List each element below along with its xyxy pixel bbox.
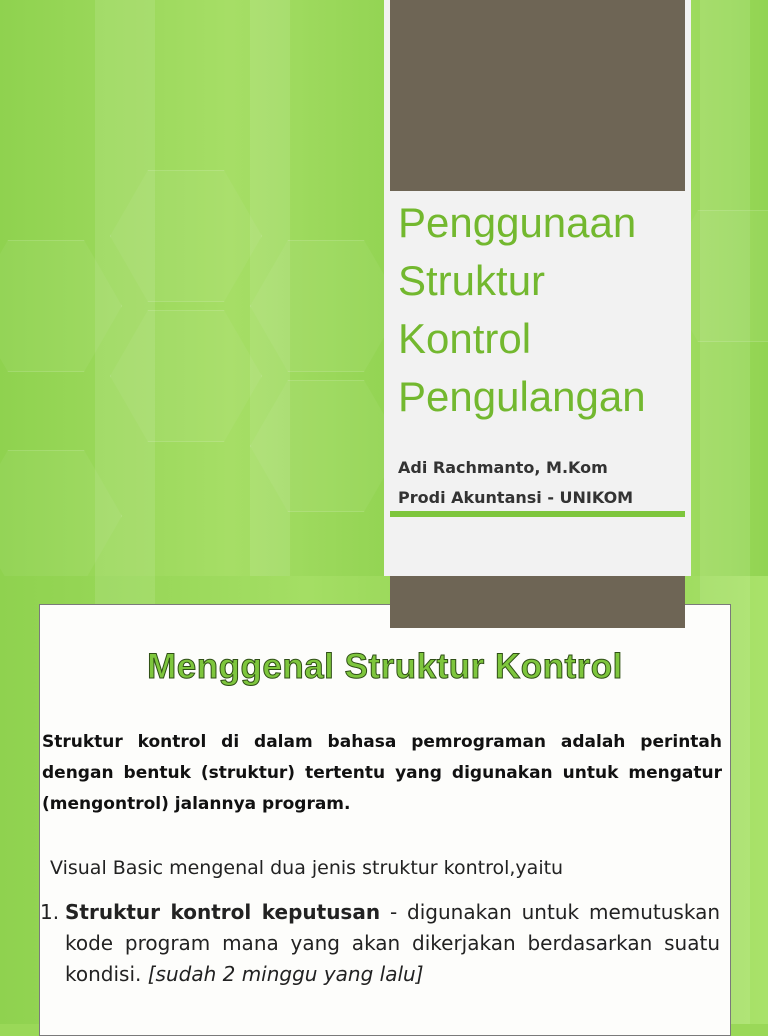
accent-bar [390,511,685,517]
author-name: Adi Rachmanto, M.Kom [398,458,608,477]
accent-block-top [390,0,685,191]
content-box [39,604,731,1036]
definition-text: Struktur kontrol di dalam bahasa pemrograman adalah perintah dengan bentuk (struktur) tertentu yang digunakan untuk mengatur (mengontrol) jalannya program. [42,732,722,814]
slide-title: Penggunaan Struktur Kontrol Pengulangan [398,199,646,420]
list-item-description: - digunakan untuk memutuskan kode program mana yang akan dikerjakan berdasarkan suatu kondisi. [65,900,720,986]
intro-text: Visual Basic mengenal dua jenis struktur kontrol,yaitu [50,857,564,879]
department-name: Prodi Akuntansi - UNIKOM [398,488,634,507]
content-title: Menggenal Struktur Kontrol [147,647,623,686]
list-item-note: [sudah 2 minggu yang lalu] [147,962,424,986]
list-item-text [65,897,720,990]
list-item [40,897,720,990]
list-number: 1. [40,900,60,924]
accent-block-bottom [390,576,685,628]
list-item-term: Struktur kontrol keputusan [65,900,381,924]
